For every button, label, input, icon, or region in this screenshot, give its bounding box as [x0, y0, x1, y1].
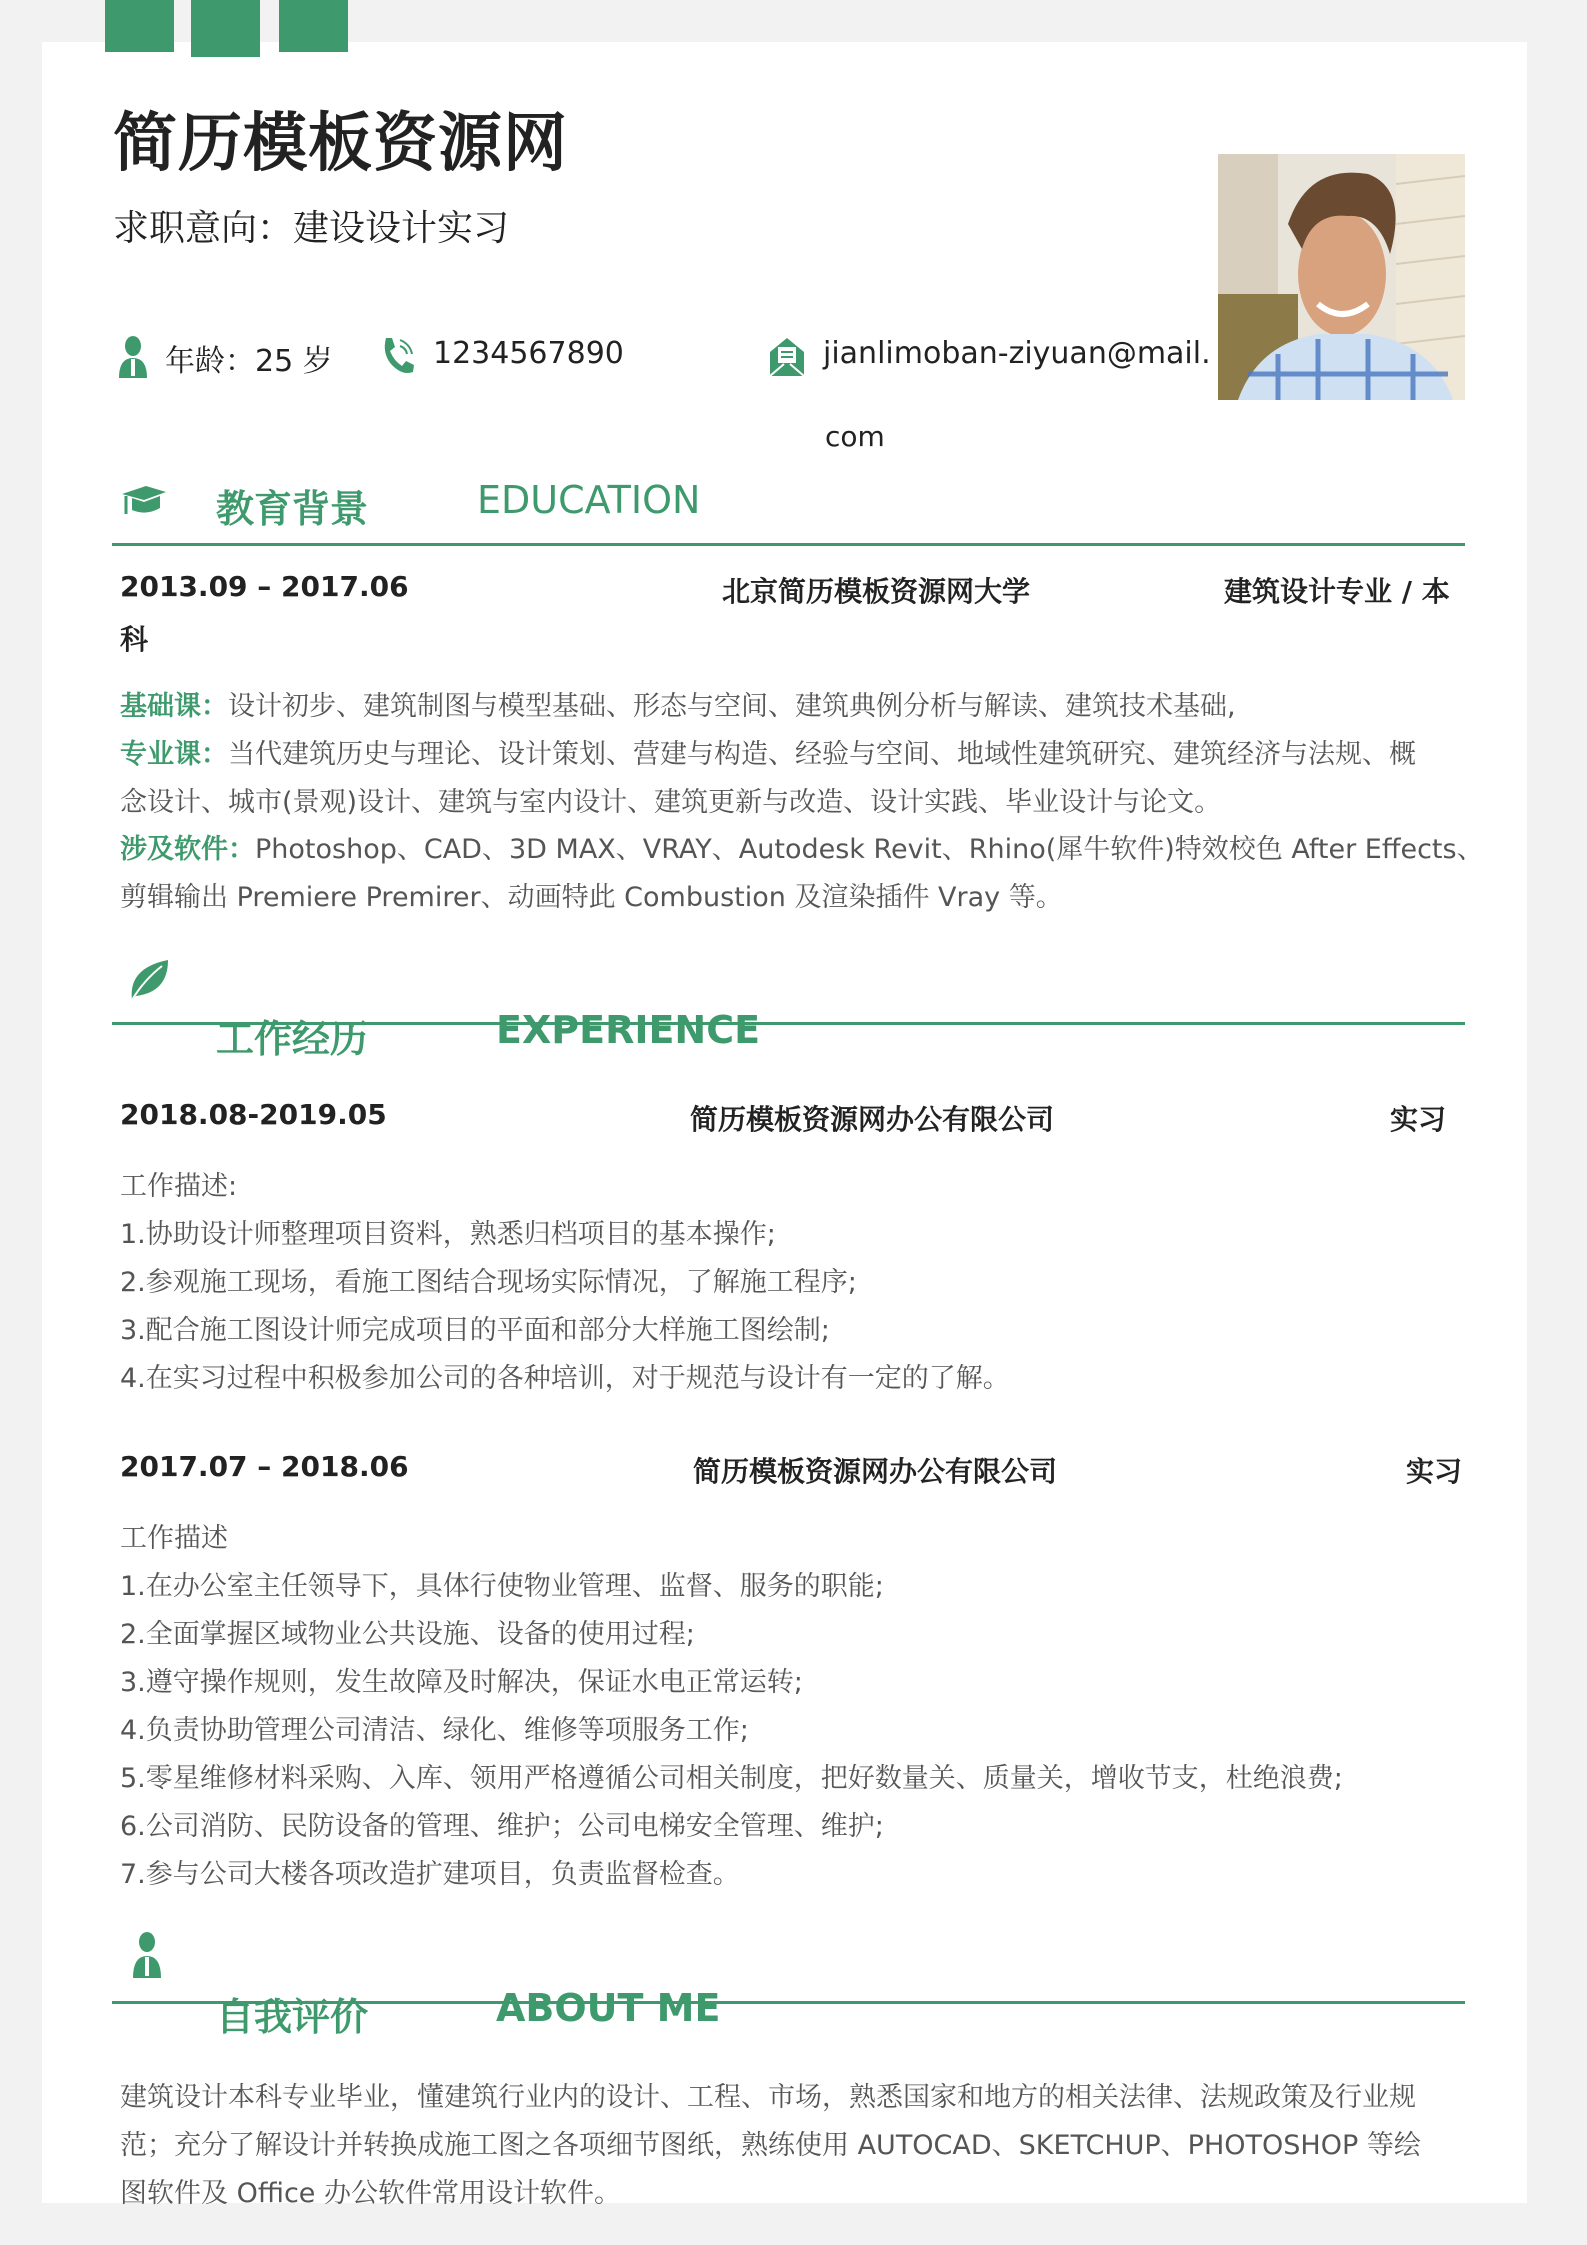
course-line-4 [120, 827, 1484, 866]
course-text: 剪辑输出 Premiere Premirer、动画特此 Combustion 及渲染插件 Vray 等。 [120, 882, 1063, 913]
course-text: 当代建筑历史与理论、设计策划、营建与构造、经验与空间、地域性建筑研究、建筑经济与法规、概 [228, 739, 1416, 770]
education-divider [112, 543, 1465, 546]
job-intent: 求职意向：建设设计实习 [113, 208, 510, 249]
education-major: 建筑设计专业 / 本 [1224, 575, 1450, 608]
person-icon [116, 336, 150, 382]
course-label: 基础课： [120, 691, 228, 722]
job-1-item: 3.配合施工图设计师完成项目的平面和部分大样施工图绘制; [120, 1315, 830, 1346]
email-line-2[interactable]: com [825, 420, 885, 453]
about-title-cn: 自我评价 [216, 1995, 369, 2039]
job-1-item: 2.参观施工现场，看施工图结合现场实际情况，了解施工程序; [120, 1267, 857, 1298]
email-line-1[interactable]: jianlimoban-ziyuan@mail. [823, 336, 1211, 371]
resume-name: 简历模板资源网 [113, 107, 568, 181]
job-2-period: 2017.07 – 2018.06 [120, 1450, 409, 1483]
about-line: 图软件及 Office 办公软件常用设计软件。 [120, 2178, 621, 2209]
job-2-item: 1.在办公室主任领导下，具体行使物业管理、监督、服务的职能; [120, 1571, 884, 1602]
course-text: 念设计、城市(景观)设计、建筑与室内设计、建筑更新与改造、设计实践、毕业设计与论文。 [120, 787, 1222, 818]
phone-icon [380, 336, 416, 380]
course-line-2 [120, 732, 1416, 771]
portrait-image [1218, 154, 1465, 400]
education-title-en: EDUCATION [477, 478, 701, 522]
about-line: 范；充分了解设计并转换成施工图之各项细节图纸，熟练使用 AUTOCAD、SKETCHUP、PHOTOSHOP 等绘 [120, 2130, 1421, 2161]
course-line-3 [120, 780, 1221, 819]
mail-icon [770, 338, 804, 380]
job-1-period: 2018.08-2019.05 [120, 1098, 387, 1131]
job-2-item: 5.零星维修材料采购、入库、领用严格遵循公司相关制度，把好数量关、质量关，增收节支，杜绝浪费; [120, 1763, 1343, 1794]
job-1-company: 简历模板资源网办公有限公司 [690, 1103, 1055, 1136]
job-2-item: 6.公司消防、民防设备的管理、维护；公司电梯安全管理、维护; [120, 1811, 884, 1842]
about-title-en: ABOUT ME [496, 1986, 721, 2030]
job-2-role: 实习 [1406, 1455, 1463, 1488]
experience-title-en: EXPERIENCE [496, 1008, 761, 1052]
job-2-desc-title: 工作描述 [120, 1523, 228, 1554]
education-major-wrap: 科 [120, 623, 149, 656]
job-2-item: 7.参与公司大楼各项改造扩建项目，负责监督检查。 [120, 1859, 740, 1890]
education-period: 2013.09 – 2017.06 [120, 570, 409, 603]
phone-number[interactable]: 1234567890 [433, 336, 624, 371]
person-icon [130, 1932, 164, 1982]
leaf-icon [128, 958, 172, 1006]
decor-bar-2-overlay [191, 0, 260, 57]
education-title-cn: 教育背景 [216, 487, 369, 531]
course-line-1 [120, 684, 1236, 723]
profile-photo [1218, 154, 1465, 400]
course-line-5 [120, 875, 1063, 914]
job-2-item: 4.负责协助管理公司清洁、绿化、维修等项服务工作; [120, 1715, 749, 1746]
job-1-item: 4.在实习过程中积极参加公司的各种培训，对于规范与设计有一定的了解。 [120, 1363, 1010, 1394]
experience-title-cn: 工作经历 [216, 1017, 369, 1061]
course-text: 设计初步、建筑制图与模型基础、形态与空间、建筑典例分析与解读、建筑技术基础, [228, 691, 1236, 722]
job-1-role: 实习 [1390, 1103, 1447, 1136]
graduation-cap-icon [120, 484, 168, 524]
job-2-item: 2.全面掌握区域物业公共设施、设备的使用过程; [120, 1619, 695, 1650]
job-1-desc-title: 工作描述: [120, 1171, 238, 1202]
about-line: 建筑设计本科专业毕业，懂建筑行业内的设计、工程、市场，熟悉国家和地方的相关法律、法规政策及行业规 [120, 2082, 1416, 2113]
decor-bar-3-overlay [279, 0, 348, 52]
job-2-item: 3.遵守操作规则，发生故障及时解决，保证水电正常运转; [120, 1667, 803, 1698]
course-text: Photoshop、CAD、3D MAX、VRAY、Autodesk Revit、Rhino(犀牛软件)特效校色 After Effects、 [255, 834, 1484, 865]
age-text: 年龄：25 岁 [165, 344, 333, 379]
decor-bar-1-overlay [105, 0, 174, 52]
course-label: 涉及软件： [120, 834, 255, 865]
job-1-item: 1.协助设计师整理项目资料，熟悉归档项目的基本操作; [120, 1219, 776, 1250]
job-2-company: 简历模板资源网办公有限公司 [693, 1455, 1058, 1488]
course-label: 专业课： [120, 739, 228, 770]
education-school: 北京简历模板资源网大学 [722, 575, 1031, 608]
